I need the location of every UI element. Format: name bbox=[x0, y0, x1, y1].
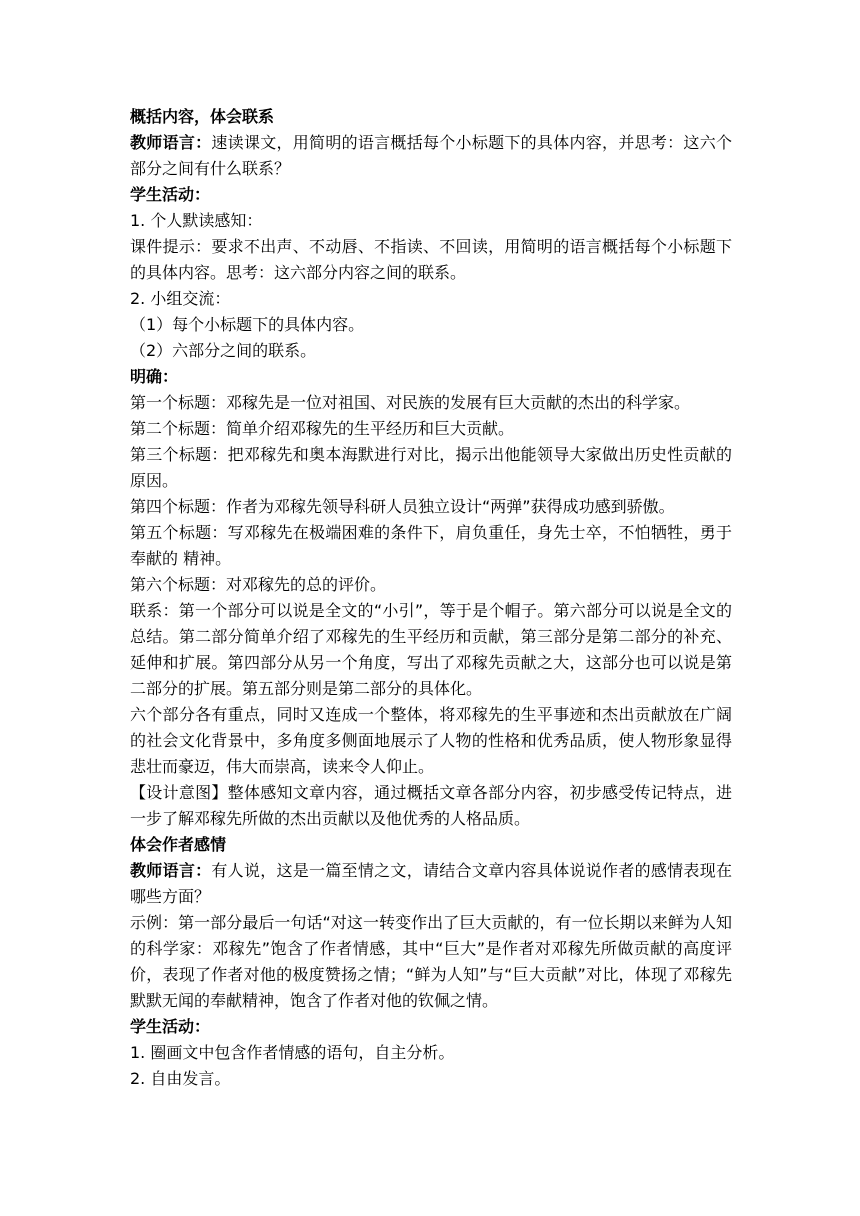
step-1: 1. 个人默读感知： bbox=[130, 211, 263, 230]
title-3-summary: 第三个标题：把邓稼先和奥本海默进行对比，揭示出他能领导大家做出历史性贡献的原因。 bbox=[130, 445, 732, 490]
teacher-text-2: 有人说，这是一篇至情之文，请结合文章内容具体说说作者的感情表现在哪些方面？ bbox=[130, 861, 732, 906]
section-heading-2: 体会作者感情 bbox=[130, 835, 227, 854]
teacher-instruction-2 bbox=[130, 858, 732, 910]
sub-item-2: （2）六部分之间的联系。 bbox=[130, 341, 317, 360]
teacher-instruction bbox=[130, 130, 732, 182]
student-activity-label-2: 学生活动： bbox=[130, 1017, 211, 1036]
step-2-b: 2. 自由发言。 bbox=[130, 1069, 231, 1088]
summary-paragraph: 六个部分各有重点，同时又连成一个整体，将邓稼先的生平事迹和杰出贡献放在广阔的社会文化背景中，多角度多侧面地展示了人物的性格和优秀品质，使人物形象显得悲壮而豪迈，伟大而崇高，读来令人仰止。 bbox=[130, 705, 732, 776]
example-paragraph: 示例：第一部分最后一句话“对这一转变作出了巨大贡献的，有一位长期以来鲜为人知的科学家：邓稼先”饱含了作者情感，其中“巨大”是作者对邓稼先所做贡献的高度评价，表现了作者对他的极度赞扬之情；“鲜为人知”与“巨大贡献”对比，体现了邓稼先默默无闻的奉献精神，饱含了作者对他的钦佩之情。 bbox=[130, 913, 732, 1010]
clarify-label: 明确： bbox=[130, 367, 179, 386]
student-activity-label: 学生活动： bbox=[130, 185, 211, 204]
courseware-hint: 课件提示：要求不出声、不动唇、不指读、不回读，用简明的语言概括每个小标题下的具体内容。思考：这六部分内容之间的联系。 bbox=[130, 237, 732, 282]
title-5-summary: 第五个标题：写邓稼先在极端困难的条件下，肩负重任，身先士卒，不怕牺牲，勇于奉献的 精神。 bbox=[130, 523, 732, 568]
step-2: 2. 小组交流： bbox=[130, 289, 231, 308]
sub-item-1: （1）每个小标题下的具体内容。 bbox=[130, 315, 365, 334]
teacher-text: 速读课文，用简明的语言概括每个小标题下的具体内容，并思考：这六个部分之间有什么联系？ bbox=[130, 133, 732, 178]
connection-paragraph: 联系：第一个部分可以说是全文的“小引”，等于是个帽子。第六部分可以说是全文的总结。第二部分简单介绍了邓稼先的生平经历和贡献，第三部分是第二部分的补充、延伸和扩展。第四部分从另一个角度，写出了邓稼先贡献之大，这部分也可以说是第二部分的扩展。第五部分则是第二部分的具体化。 bbox=[130, 601, 732, 698]
title-2-summary: 第二个标题：简单介绍邓稼先的生平经历和巨大贡献。 bbox=[130, 419, 515, 438]
teacher-label-2: 教师语言： bbox=[130, 861, 212, 880]
teacher-label: 教师语言： bbox=[130, 133, 212, 152]
title-6-summary: 第六个标题：对邓稼先的总的评价。 bbox=[130, 575, 387, 594]
design-intent: 【设计意图】整体感知文章内容，通过概括文章各部分内容，初步感受传记特点，进一步了解邓稼先所做的杰出贡献以及他优秀的人格品质。 bbox=[130, 783, 732, 828]
section-heading: 概括内容，体会联系 bbox=[130, 107, 275, 126]
step-1-b: 1. 圈画文中包含作者情感的语句，自主分析。 bbox=[130, 1043, 455, 1062]
title-1-summary: 第一个标题：邓稼先是一位对祖国、对民族的发展有巨大贡献的杰出的科学家。 bbox=[130, 393, 691, 412]
document-page bbox=[130, 104, 732, 1092]
title-4-summary: 第四个标题：作者为邓稼先领导科研人员独立设计“两弹”获得成功感到骄傲。 bbox=[130, 497, 675, 516]
